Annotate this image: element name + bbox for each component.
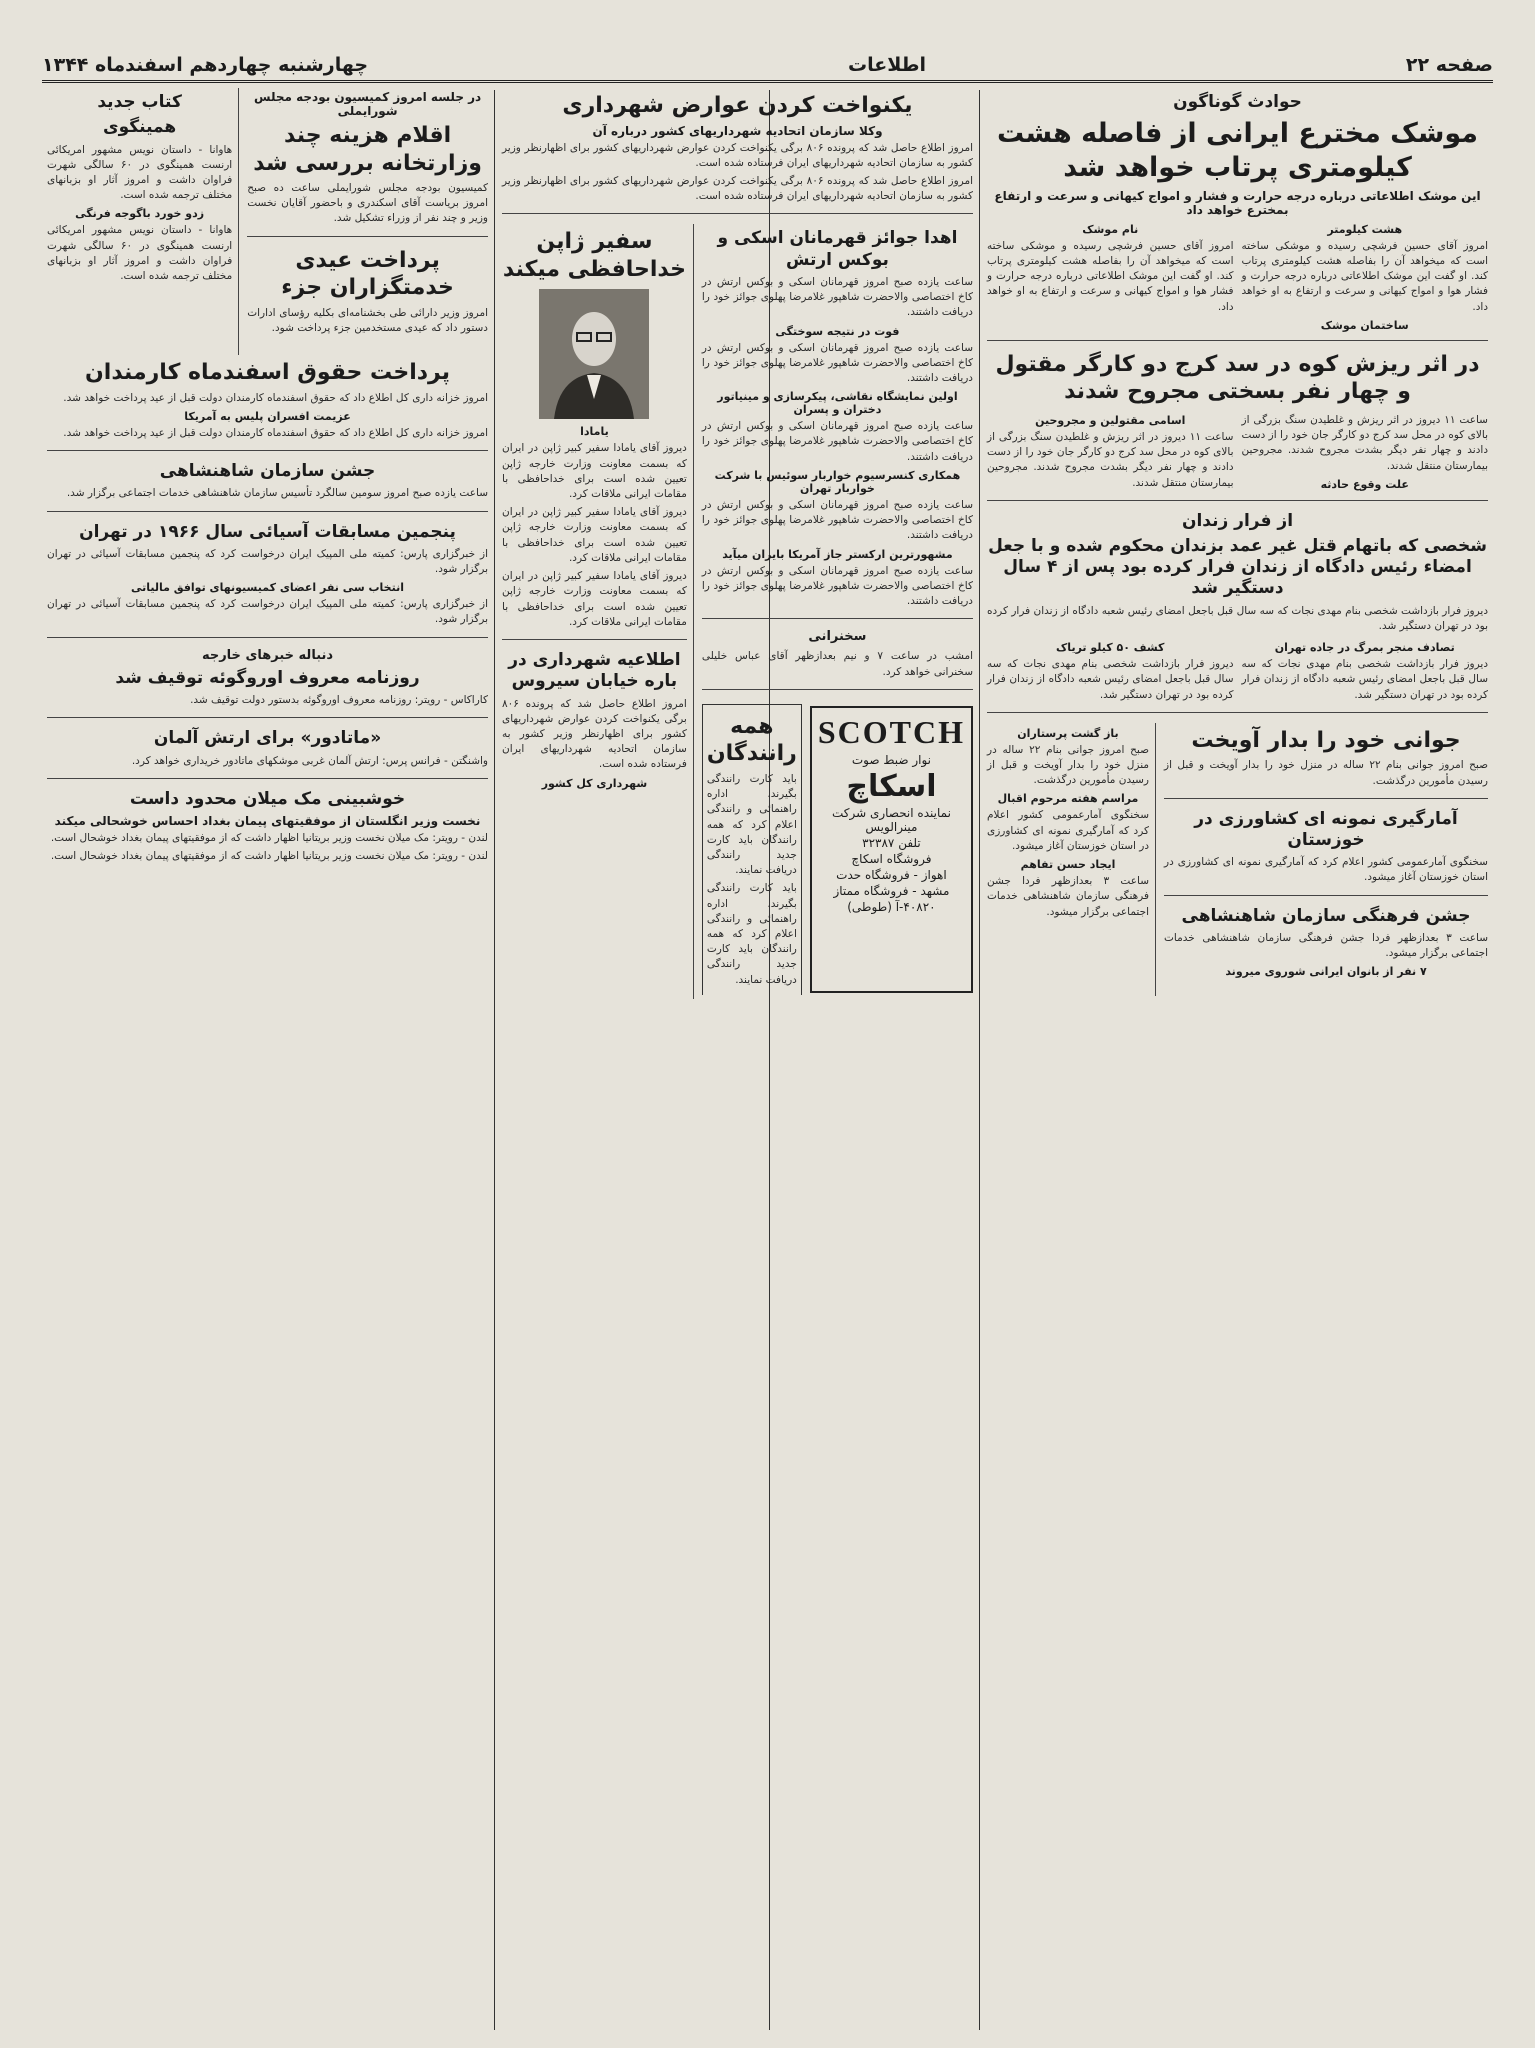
story-new-book (47, 92, 232, 293)
photo-caption: یامادا (580, 425, 609, 439)
headline: شخصی که باتهام قتل غیر عمد بزندان محکوم شده و با جعل امضاء رئیس دادگاه از زندان فرار کرده بود پس از ۴ سال دستگیر شد (988, 535, 1487, 599)
article-body: هاوانا - داستان نویس مشهور امریکائی ارنست همینگوی در ۶۰ سالگی شهرت فراوان داشت و امروز آثار او بزبانهای مختلف ترجمه شده است. (47, 143, 233, 202)
subheading: ۷ نفر از بانوان ایرانی شوروی میروند (1225, 965, 1427, 979)
article-body: دیروز آقای یامادا سفیر کبیر ژاپن در ایران که بسمت معاونت وزارت خارجه ژاپن تعیین شده است برای خداحافظی با مقامات ایرانی ملاقات کرد. (502, 506, 687, 564)
headline: آمارگیری نمونه ای کشاورزی در خوزستان (1194, 808, 1458, 850)
subheadline: همینگوی (103, 117, 177, 138)
article-body: کمیسیون بودجه مجلس شورایملی ساعت ده صبح امروز بریاست آقای اسکندری و باحضور آقایان نخست وزیر و چند نفر از وزراء تشکیل شد. (247, 182, 488, 225)
ad-line: تلفن ۳۲۳۸۷ (862, 835, 921, 850)
article-body: سخنگوی آمارعمومی کشور اعلام کرد که آمارگیری نمونه ای کشاورزی در استان خوزستان آغاز میشود. (987, 809, 1149, 852)
article-body: امروز وزیر دارائی طی بخشنامه‌ای بکلیه رؤسای ادارات دستور داد که عیدی مستخدمین جزء پرداخت شود. (247, 306, 488, 334)
article-body: صبح امروز جوانی بنام ۲۲ ساله در منزل خود را بدار آویخت و قبل از رسیدن مأمورین درگذشت. (987, 743, 1149, 787)
article-body: امروز اطلاع حاصل شد که پرونده ۸۰۶ برگی یکنواخت کردن عوارض شهرداریهای کشور برای اظهارنظر وزیر کشور به سازمان اتحادیه شهرداریهای ایران فرستاده شده است. (502, 697, 687, 771)
article-body: امشب در ساعت ۷ و نیم بعدازظهر آقای عباس خلیلی سخنرانی خواهد کرد. (701, 650, 973, 678)
article-body: ساعت ۳ بعدازظهر فردا جشن فرهنگی سازمان شاهنشاهی خدمات اجتماعی برگزار میشود. (987, 875, 1149, 918)
subheading: هشت کیلومتر (1327, 222, 1403, 236)
story-municipal-fees (502, 92, 973, 214)
article-body: امروز اطلاع حاصل شد که پرونده ۸۰۶ برگی یکنواخت کردن عوارض شهرداریهای کشور برای اظهارنظر وزیر کشور به سازمان اتحادیه شهرداریهای ایران فرستاده شده است. (502, 141, 973, 169)
kicker: در جلسه امروز کمیسیون بودجه مجلس شورایملی (254, 90, 482, 118)
headline: «ماتادور» برای ارتش آلمان (153, 728, 382, 749)
story-imperial-org (47, 461, 488, 511)
headline: اقلام هزینه چند وزارتخانه بررسی شد (253, 123, 482, 176)
masthead (42, 50, 1493, 83)
article-body: ساعت یازده صبح امروز قهرمانان اسکی و بوکس ارتش در کاخ اختصاصی والاحضرت شاهپور غلامرضا پهلوی جوائز خود را دریافت داشتند. (701, 420, 973, 463)
ad-title: اسکاچ (846, 768, 937, 804)
article-body: باید کارت رانندگی بگیرند. اداره راهنمائی و رانندگی اعلام کرد که همه رانندگان باید کارت جدید رانندگی دریافت نمایند. (706, 772, 797, 877)
headline: سخنرانی (808, 629, 867, 645)
article-body: ساعت یازده صبح امروز قهرمانان اسکی و بوکس ارتش در کاخ اختصاصی والاحضرت شاهپور غلامرضا پهلوی جوائز خود را دریافت داشتند. (701, 564, 973, 607)
headline: اطلاعیه شهرداری در باره خیابان سیروس (508, 650, 681, 692)
article-body: دیروز فرار بازداشت شخصی بنام مهدی نجات که سه سال قبل باجعل امضای رئیس شعبه دادگاه از زندان فرار کرده بود در تهران دستگیر شد. (1241, 658, 1488, 701)
subheading: مراسم هفته مرحوم اقبال (997, 792, 1139, 806)
article-body: از خبرگزاری پارس: کمیته ملی المپیک ایران درخواست کرد که پنجمین مسابقات آسیائی در تهران برگزار شود. (47, 598, 488, 626)
story-macmillan (47, 789, 488, 874)
subheading: تصادف منجر بمرگ در جاده تهران (1274, 641, 1455, 655)
article-body: امروز اطلاع حاصل شد که پرونده ۸۰۶ برگی یکنواخت کردن عوارض شهرداریهای کشور برای اظهارنظر وزیر کشور به سازمان اتحادیه شهرداریهای ایران فرستاده شده است. (502, 174, 973, 203)
ad-brand: SCOTCH (817, 713, 965, 750)
article-body: ساعت یازده صبح امروز سومین سالگرد تأسیس سازمان شاهنشاهی خدمات اجتماعی برگزار شد. (66, 487, 488, 500)
subheading: ساختمان موشک (1320, 318, 1409, 332)
subheading: زدو خورد باگوجه فرنگی (75, 207, 205, 221)
headline: کتاب جدید (97, 92, 182, 112)
story-dam-collapse (987, 351, 1488, 501)
article-body: دیروز فرار بازداشت شخصی بنام مهدی نجات که سه سال قبل باجعل امضای رئیس شعبه دادگاه از زندان فرار کرده بود در تهران دستگیر شد. (987, 658, 1234, 701)
kicker: این موشک اطلاعاتی درباره درجه حرارت و فشار و امواج کیهانی و سرعت و ارتفاع بمخترع خواهد داد (994, 188, 1481, 217)
portrait-icon (539, 289, 649, 419)
section-heading: حوادث گوناگون (1173, 92, 1302, 112)
story-budget-commission (247, 90, 488, 237)
story-missile (987, 92, 1488, 341)
story-army-sports (702, 228, 973, 619)
article-body: باید کارت رانندگی بگیرند. اداره راهنمائی و رانندگی اعلام کرد که همه رانندگان باید کارت جدید رانندگی دریافت نمایند. (706, 882, 797, 986)
article-body: ساعت یازده صبح امروز قهرمانان اسکی و بوکس ارتش در کاخ اختصاصی والاحضرت شاهپور غلامرضا پهلوی جوائز خود را دریافت داشتند. (701, 341, 973, 384)
article-body: سخنگوی آمارعمومی کشور اعلام کرد که آمارگیری نمونه ای کشاورزی در استان خوزستان آغاز میشود. (1164, 856, 1488, 884)
headline: پنجمین مسابقات آسیائی سال ۱۹۶۶ در تهران (79, 521, 456, 542)
subheading: مشهورترین ارکستر جاز آمریکا بایران میآید (722, 547, 953, 561)
ad-line: مشهد - فروشگاه ممتاز (833, 883, 950, 898)
article-body: صبح امروز جوانی بنام ۲۲ ساله در منزل خود را بدار آویخت و قبل از رسیدن مأمورین درگذشت. (1164, 759, 1488, 787)
headline: خوشبینی مک میلان محدود داست (129, 788, 406, 809)
column-right (980, 88, 1495, 2034)
article-body: واشنگتن - فرانس پرس: ارتش آلمان غربی موشکهای ماتادور خریداری خواهد کرد. (131, 754, 488, 767)
subheading: علت وقوع حادثه (1320, 477, 1409, 491)
headline: پرداخت عیدی خدمتگزاران جزء (281, 247, 454, 301)
subheading: فوت در نتیجه سوختگی (775, 324, 900, 338)
subheading: نام موشک (1082, 222, 1139, 236)
page-number: صفحه ۲۲ (1405, 54, 1493, 76)
ad-line: اهواز - فروشگاه حدت (836, 867, 947, 882)
headline: همه رانندگان (706, 713, 797, 767)
signature: شهرداری کل کشور (541, 776, 648, 790)
article-body: امروز خزانه داری کل اطلاع داد که حقوق اسفندماه کارمندان دولت قبل از عید پرداخت خواهد شد. (63, 426, 488, 439)
story-foreign-news (47, 648, 488, 719)
article-body: ساعت یازده صبح امروز قهرمانان اسکی و بوکس ارتش در کاخ اختصاصی والاحضرت شاهپور غلامرضا پهلوی جوائز خود را دریافت داشتند. (701, 498, 973, 542)
article-body: کاراکاس - رویتر: روزنامه معروف اوروگوئه بدستور دولت توقیف شد. (190, 694, 488, 707)
article-body: لندن - رویتر: مک میلان نخست وزیر بریتانیا اظهار داشت که از موفقیتهای پیمان بغداد خوشحال است. (50, 832, 488, 845)
headline: اهدا جوائز قهرمانان اسکی و بوکس ارتش (717, 228, 958, 270)
headline: روزنامه معروف اوروگوئه توقیف شد (115, 667, 420, 688)
subheading: کشف ۵۰ کیلو تریاک (1056, 641, 1165, 655)
subheading: همکاری کنسرسیوم خواربار سوئیس با شرکت خواربار تهران (714, 468, 961, 495)
article-body: دیروز آقای یامادا سفیر کبیر ژاپن در ایران که بسمت معاونت وزارت خارجه ژاپن تعیین شده است برای خداحافظی با مقامات ایرانی ملاقات کرد. (502, 570, 687, 628)
headline: در اثر ریزش کوه در سد کرج دو کارگر مقتول و چهار نفر بسختی مجروح شدند (995, 351, 1480, 405)
story-salary-payment (47, 359, 488, 451)
section-heading: از فرار زندان (1181, 510, 1294, 531)
story-agriculture-census (1164, 809, 1488, 896)
story-drivers (702, 704, 802, 995)
ad-line: فروشگاه اسکاچ (851, 851, 932, 866)
story-cultural-celebration (1164, 906, 1488, 987)
headline: موشک مخترع ایرانی از فاصله هشت کیلومتری پرتاب خواهد شد (996, 118, 1479, 183)
subheading: انتخاب سی نفر اعضای کمیسیونهای توافق مالیاتی (131, 581, 404, 595)
story-lecture (702, 629, 973, 690)
story-suicide (1164, 727, 1488, 799)
headline: یکنواخت کردن عوارض شهرداری (562, 93, 913, 118)
subheading: ایجاد حسن تفاهم (1020, 858, 1116, 872)
story-bonus-payment (247, 247, 488, 345)
headline: جوانی خود را بدار آویخت (1191, 727, 1461, 753)
ambassador-photo (539, 289, 649, 419)
article-body: ساعت ۱۱ دیروز در اثر ریزش و غلطیدن سنگ بزرگی از بالای کوه در محل سد کرج دو کارگر جان خود را از دست دادند و چهار نفر دیگر بشدت مجروح شدند. مجروحین بیمارستان منتقل شدند. (1241, 413, 1488, 472)
article-body: امروز خزانه داری کل اطلاع داد که حقوق اسفندماه کارمندان دولت قبل از عید پرداخت خواهد شد. (63, 391, 488, 404)
story-asian-games (47, 522, 488, 638)
article-body: ساعت ۳ بعدازظهر فردا جشن فرهنگی سازمان شاهنشاهی خدمات اجتماعی برگزار میشود. (1164, 931, 1488, 960)
issue-date: چهارشنبه چهاردهم اسفندماه ۱۳۴۴ (42, 54, 369, 76)
ad-line: ۴۰۸۲۰-آ (طوطی) (847, 899, 936, 914)
side-briefs (987, 723, 1156, 997)
story-sirus-street (502, 650, 687, 798)
column-middle (495, 88, 980, 2034)
scotch-tape-ad (810, 706, 973, 993)
headline: جشن فرهنگی سازمان شاهنشاهی (1181, 905, 1471, 926)
article-body: لندن - رویتر: مک میلان نخست وزیر بریتانیا اظهار داشت که از موفقیتهای پیمان بغداد خوشحال است. (50, 850, 488, 863)
article-body: از خبرگزاری پارس: کمیته ملی المپیک ایران درخواست کرد که پنجمین مسابقات آسیائی در تهران برگزار شود. (47, 547, 488, 575)
article-body: امروز آقای حسین فرشچی رسیده و موشکی ساخته است که میخواهد آن را بفاصله هشت کیلومتری پرتاب کند. او گفت این موشک اطلاعاتی درباره درجه حرارت و فشار هوا و امواج کیهانی و سرعت و ارتفاع به او خواهد داد. (1241, 239, 1488, 313)
story-prison-escape (987, 511, 1488, 713)
ad-line: نماینده انحصاری شرکت مینرالویس (831, 805, 951, 834)
kicker: نخست وزیر انگلستان از موفقیتهای پیمان بغداد احساس خوشحالی میکند (54, 814, 481, 829)
article-body: ساعت یازده صبح امروز قهرمانان اسکی و بوکس ارتش در کاخ اختصاصی والاحضرت شاهپور غلامرضا پهلوی جوائز خود را دریافت داشتند. (701, 275, 973, 319)
headline: سفیر ژاپن خداحافظی میکند (502, 229, 686, 282)
ad-line: نوار ضبط صوت (851, 752, 932, 767)
story-japan-ambassador (502, 228, 687, 640)
article-body: هاوانا - داستان نویس مشهور امریکائی ارنست همینگوی در ۶۰ سالگی شهرت فراوان داشت و امروز آثار او بزبانهای مختلف ترجمه شده است. (47, 224, 233, 283)
column-left (40, 88, 495, 2034)
subheading: اسامی مقتولین و مجروحین (1035, 413, 1186, 427)
article-body: دیروز آقای یامادا سفیر کبیر ژاپن در ایران که بسمت معاونت وزارت خارجه ژاپن تعیین شده است برای خداحافظی با مقامات ایرانی ملاقات کرد. (502, 442, 687, 501)
headline: پرداخت حقوق اسفندماه کارمندان (85, 360, 450, 386)
section-heading: دنباله خبرهای خارجه (201, 647, 334, 663)
kicker: وکلا سازمان اتحادیه شهرداریهای کشور درباره آن (592, 123, 883, 138)
paper-name: اطلاعات (848, 54, 927, 76)
article-body: ساعت ۱۱ دیروز در اثر ریزش و غلطیدن سنگ بزرگی از بالای کوه در محل سد کرج دو کارگر جان خود را از دست دادند و چهار نفر دیگر بشدت مجروح شدند. مجروحین بیمارستان منتقل شدند. (987, 430, 1234, 489)
subheading: اولین نمایشگاه نقاشی، پیکرسازی و مینیاتور دختران و پسران (717, 390, 958, 417)
subheading: باز گشت پرستاران (1017, 726, 1119, 740)
headline: جشن سازمان شاهنشاهی (159, 461, 376, 482)
article-body: دیروز فرار بازداشت شخصی بنام مهدی نجات که سه سال قبل باجعل امضای رئیس شعبه دادگاه از زندان فرار کرده بود در تهران دستگیر شد. (987, 604, 1488, 632)
story-matador (47, 728, 488, 778)
article-body: امروز آقای حسین فرشچی رسیده و موشکی ساخته است که میخواهد آن را بفاصله هشت کیلومتری پرتاب کند. او گفت این موشک اطلاعاتی درباره درجه حرارت و فشار هوا و امواج کیهانی و سرعت و ارتفاع به او خواهد داد. (987, 239, 1234, 313)
subheading: عزیمت افسران پلیس به آمریکا (184, 409, 351, 423)
